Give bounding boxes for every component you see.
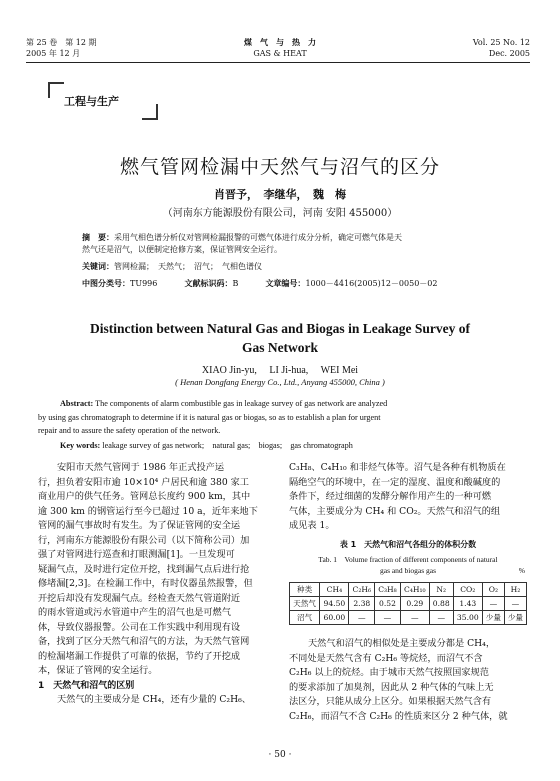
doc-code-label: 文献标识码： bbox=[184, 278, 233, 288]
paragraph-line: 成见表 1。 bbox=[289, 520, 335, 531]
table-header-cell: C₃H₈ bbox=[375, 583, 401, 597]
title-en bbox=[0, 319, 560, 357]
table-cell: — bbox=[400, 611, 429, 625]
header-left bbox=[26, 37, 97, 59]
table-row bbox=[290, 597, 527, 611]
page-number: · 50 · bbox=[268, 750, 292, 760]
paragraph-line: 备，找到了区分天然气和沼气的方法，为天然气管网 bbox=[38, 636, 250, 647]
abstract-en-label: Abstract: bbox=[60, 399, 94, 408]
table-cell: 0.52 bbox=[375, 597, 401, 611]
table-cell: 0.88 bbox=[429, 597, 453, 611]
table-caption-en-line1: Tab. 1 Volume fraction of different components of natural bbox=[318, 555, 498, 564]
abstract-en bbox=[38, 397, 524, 452]
authors-cn: 肖晋予， 李继华， 魏 梅 bbox=[214, 188, 346, 201]
clc-value: TU996 bbox=[130, 279, 158, 288]
table-header-cell: C₄H₁₀ bbox=[400, 583, 429, 597]
paragraph-line: 法区分，只能从成分上区分。如果根据天然气含有 bbox=[289, 696, 492, 707]
paragraph-line: 商业用户的供气任务。管网总长度约 900 km，其中 bbox=[38, 491, 251, 502]
table-cell: 少量 bbox=[504, 611, 526, 625]
right-column bbox=[289, 461, 527, 534]
table-cell: 60.00 bbox=[320, 611, 349, 625]
article-id-label: 文章编号： bbox=[265, 278, 306, 288]
paragraph-line: 的雨水管道或污水管道中产生的沼气也是可燃气 bbox=[38, 607, 231, 618]
paragraph-line: 条件下，经过细菌的发酵分解作用产生的一种可燃 bbox=[289, 491, 492, 502]
abstract-cn-text2: 然气还是沼气，以便制定抢修方案，保证管网安全运行。 bbox=[82, 245, 282, 254]
title-en-line1: Distinction between Natural Gas and Biogas in Leakage Survey of bbox=[90, 321, 470, 336]
table-header-cell: O₂ bbox=[482, 583, 504, 597]
corner-mark bbox=[48, 82, 64, 98]
paragraph-line: 体，导致仪器报警。公司在工作实践中利用现有设 bbox=[38, 621, 241, 633]
paragraph-line: 的检漏堵漏工作提供了可靠的依据，节约了开挖成 bbox=[38, 650, 241, 662]
table-wrap bbox=[289, 582, 527, 625]
table-cell: 2.38 bbox=[349, 597, 375, 611]
table-header-cell: CO₂ bbox=[453, 583, 482, 597]
paragraph-line: 天然气的主要成分是 CH₄，还有少量的 C₂H₆、 bbox=[57, 694, 251, 705]
section-label: 工程与生产 bbox=[64, 95, 119, 108]
table-caption-en-line2-wrap bbox=[289, 565, 527, 576]
paragraph-line: 的要求添加了加臭剂，因此从 2 种气体的气味上无 bbox=[289, 681, 494, 693]
journal-name-en: GAS & HEAT bbox=[253, 49, 307, 58]
right-column-cont bbox=[289, 637, 527, 724]
table-cell: 天然气 bbox=[290, 597, 320, 611]
journal-name-cn: 煤 气 与 热 力 bbox=[244, 37, 316, 47]
section-heading: 1 天然气和沼气的区别 bbox=[38, 680, 135, 691]
title-cn: 燃气管网检漏中天然气与沼气的区分 bbox=[119, 156, 440, 178]
paragraph-line: 气体，主要成分为 CH₄ 和 CO₂。天然气和沼气的组 bbox=[289, 505, 501, 517]
table-cell: — bbox=[375, 611, 401, 625]
paragraph-line: 安阳市天然气管网于 1986 年正式投产运 bbox=[57, 462, 225, 473]
paragraph-line: 隔绝空气的环境中，在一定的湿度、温度和酸碱度的 bbox=[289, 476, 501, 488]
doc-code-value: B bbox=[232, 279, 239, 288]
table-cell: — bbox=[349, 611, 375, 625]
header-volume: 第 25 卷 第 12 期 bbox=[26, 38, 97, 47]
keywords-cn-label: 关键词： bbox=[82, 261, 114, 271]
paragraph-line: 开挖后却没有发现漏气点。经检查天然气管道附近 bbox=[38, 592, 241, 604]
corner-mark bbox=[142, 104, 158, 120]
table-cell: 35.00 bbox=[453, 611, 482, 625]
paragraph-line: 行，河南东方能源股份有限公司（以下简称公司）加 bbox=[38, 534, 250, 546]
abstract-cn-label: 摘 要： bbox=[82, 232, 114, 242]
left-column bbox=[38, 461, 276, 708]
table-cell: — bbox=[482, 597, 504, 611]
table-header-cell: C₂H₆ bbox=[349, 583, 375, 597]
table-header-cell: CH₄ bbox=[320, 583, 349, 597]
paragraph-line: 逾 300 km 的钢管运行至今已超过 10 a，近年来地下 bbox=[38, 505, 258, 517]
paragraph-line: 强了对管网进行巡查和打眼测漏[1]。一旦发现可 bbox=[38, 549, 235, 560]
title-en-line2: Gas Network bbox=[241, 340, 319, 355]
table-caption-en bbox=[289, 554, 527, 576]
paragraph-line: C₂H₆ 以上的烷烃。由于城市天然气按照国家规范 bbox=[289, 667, 489, 678]
table-cell: 沼气 bbox=[290, 611, 320, 625]
abstract-cn-text1: 采用气相色谱分析仪对管网检漏报警的可燃气体进行成分分析，确定可燃气体是天 bbox=[114, 233, 402, 242]
abstract-en-line2: by using gas chromatograph to determine if it is natural gas or biogas, so as to establish a plan for urgent bbox=[38, 412, 381, 422]
abstract-cn bbox=[82, 231, 502, 290]
keywords-en-text: leakage survey of gas network; natural gas; biogas; gas chromatograph bbox=[102, 440, 353, 450]
affiliation-cn: （河南东方能源股份有限公司，河南 安阳 455000） bbox=[162, 208, 398, 219]
table-cell: 少量 bbox=[482, 611, 504, 625]
keywords-cn-text: 管网检漏； 天然气； 沼气； 气相色谱仪 bbox=[114, 262, 262, 271]
table-row bbox=[290, 611, 527, 625]
paragraph-line: C₃H₈、C₄H₁₀ 和非烃气体等。沼气是各种有机物质在 bbox=[289, 462, 506, 473]
table-caption-cn: 表 1 天然气和沼气各组分的体积分数 bbox=[339, 540, 477, 549]
table-cell: — bbox=[429, 611, 453, 625]
affiliation-en: ( Henan Dongfang Energy Co., Ltd., Anyang 455000, China ) bbox=[175, 377, 385, 387]
table-header-cell: N₂ bbox=[429, 583, 453, 597]
keywords-en-label: Key words: bbox=[60, 440, 101, 450]
classification-line bbox=[82, 277, 502, 290]
paragraph-line: 不同处是天然气含有 C₂H₆ 等烷烃，而沼气不含 bbox=[289, 652, 483, 664]
table-header-cell: H₂ bbox=[504, 583, 526, 597]
article-id-value: 1000－4416(2005)12－0050－02 bbox=[305, 279, 438, 288]
header-vol-en: Vol. 25 No. 12 bbox=[472, 38, 530, 47]
authors-en: XIAO Jin-yu, LI Ji-hua, WEI Mei bbox=[201, 365, 359, 376]
paragraph-line: 疑漏气点，及时进行定位开挖，找到漏气点后进行抢 bbox=[38, 563, 250, 575]
paragraph-line: 管网的漏气事故时有发生。为了保证管网的安全运 bbox=[38, 520, 241, 531]
paragraph-line: 行，担负着安阳市逾 10×10⁴ 户居民和逾 380 家工 bbox=[38, 476, 249, 488]
composition-table bbox=[289, 582, 527, 625]
abstract-en-line3: repair and to assure the safety operation of the network. bbox=[38, 426, 221, 435]
paragraph-line: 天然气和沼气的相似处是主要成分都是 CH₄， bbox=[308, 638, 496, 649]
header-date-en: Dec. 2005 bbox=[488, 49, 530, 58]
header-rule bbox=[26, 62, 530, 63]
table-header-row bbox=[290, 583, 527, 597]
paragraph-line: 修堵漏[2,3]。在检漏工作中，有时仪器虽然报警，但 bbox=[38, 578, 253, 589]
table-cell: — bbox=[504, 597, 526, 611]
abstract-en-line1: The components of alarm combustible gas in leakage survey of gas network are analyzed bbox=[95, 399, 388, 408]
table-cell: 94.50 bbox=[320, 597, 349, 611]
paragraph-line: 本，保证了管网的安全运行。 bbox=[38, 665, 158, 676]
clc-label: 中图分类号： bbox=[82, 278, 130, 288]
header-date: 2005 年 12 月 bbox=[26, 49, 81, 58]
table-caption-en-line2: gas and biogas gas bbox=[379, 566, 437, 575]
paragraph-line: C₂H₆，而沼气不含 C₂H₆ 的性质来区分 2 种气体，就 bbox=[289, 710, 508, 722]
header-right bbox=[473, 37, 530, 59]
table-unit: % bbox=[518, 566, 525, 575]
section-label-box bbox=[48, 82, 158, 120]
header-center bbox=[200, 37, 360, 59]
table-cell: 0.29 bbox=[400, 597, 429, 611]
table-header-cell: 种类 bbox=[290, 583, 320, 597]
table-cell: 1.43 bbox=[453, 597, 482, 611]
